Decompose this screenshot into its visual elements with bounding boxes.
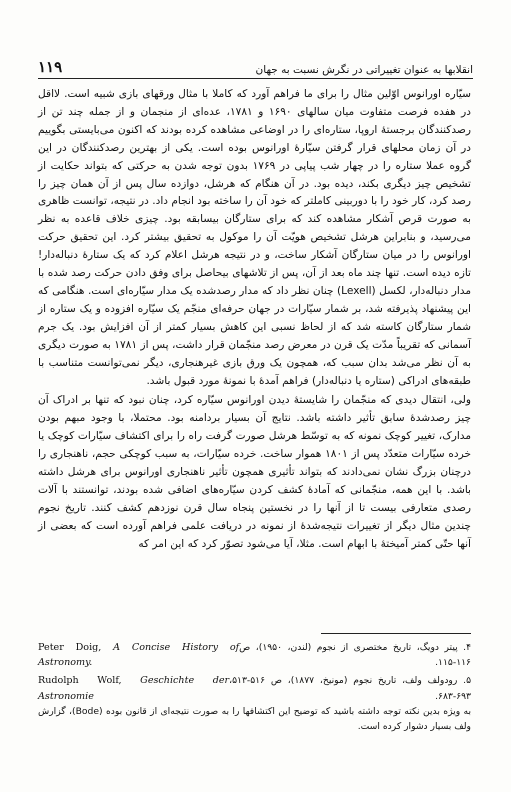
footnote-persian: پیتر دویگ، تاریخ مختصری از نجوم (لندن، ۱۹۵۰)، ص ۱۱۶-۱۱۵. xyxy=(239,642,471,669)
footnote-number: ۴. xyxy=(463,642,472,653)
footnote-text xyxy=(229,673,471,703)
main-text xyxy=(38,86,471,554)
footnote xyxy=(38,673,471,734)
footnote-latin-author: Peter Doig, xyxy=(38,642,114,653)
footnote-latin xyxy=(38,640,239,670)
page-number: ۱۱۹ xyxy=(38,58,63,76)
footnote-latin-title: A Concise History of Astronomy. xyxy=(38,642,240,669)
paragraph: سیّاره اورانوس اوّلین مثال را برای ما فراهم آورد که کاملا با مثال ورقهای بازی شبیه است. لااقل در هفده فرصت متفاوت میان سالهای ۱۶۹۰ و ۱۷۸۱، عده‌ای از منجمان و از جمله چند تن از رصدکنندگان برجستهٔ اروپا، ستاره‌ای را در اوضاعی مشاهده کرده بودند که اکنون می‌بایستی بگوییم در آن زمان محلهای قرار گرفتن سیّارهٔ اورانوس بوده است. یکی از بهترین رصدکنندگان در این گروه عملا ستاره را در چهار شب پیاپی در ۱۷۶۹ بدون توجه شدن به حرکتی که بتواند حکایت از تشخیص چیز دیگری بکند، دیده بود. در آن هنگام که هرشل، دوازده سال پس از آن همان چیز را رصد کرد، کار خود را با دوربینی کاملتر که خود آن را ساخته بود انجام داد. در نتیجه، توانست ظاهری به صورت قرص آشکار مشاهده کند که برای ستارگان بیسابقه بود. چیزی خلاف قاعده به نظر می‌رسید، و بنابراین هرشل تشخیص هویّت آن را موکول به تحقیق بیشتر کرد. این تحقیق حرکت اورانوس را در میان ستارگان آشکار ساخت، و در نتیجه هرشل اعلام کرد که یک ستارهٔ دنباله‌دار! تازه دیده است. تنها چند ماه بعد از آن، پس از تلاشهای بیحاصل برای وفق دادن حرکت رصد شده با مدار دنباله‌دار، لکسل (Lexell) چنان نظر داد که مدار رصدشده یک مدار سیّاره‌ای است. هنگامی که این پیشنهاد پذیرفته شد، بر شمار سیّارات در جهان حرفه‌ای منجّم یک سیّاره افزوده و یک ستاره از شمار ستارگان کاسته شد که از لحاظ نسبی این کاهش بسیار کمتر از آن افزایش بود. یک جرم آسمانی که تقریباً مدّت یک قرن در معرض رصد منجّمان قرار داشت، پس از ۱۷۸۱ به صورت دیگری به آن نظر می‌شد بدان سبب که، همچون یک ورق بازی غیرهنجاری، دیگر نمی‌توانست متناسب با طبقه‌های ادراکی (ستاره یا دنباله‌دار) فراهم آمدهٔ با نمونهٔ مورد قبول باشد. xyxy=(38,88,471,387)
header-rule xyxy=(38,78,473,79)
footnote-latin-author: Rudolph Wolf, xyxy=(38,675,141,687)
footnote-latin xyxy=(38,673,229,703)
paragraph: ولی، انتقال دیدی که منجّمان را شایستهٔ دیدن اورانوس سیّاره کرد، چنان نبود که تنها بر ادراک آن چیز رصدشدهٔ سابق تأثیر داشته باشد. نتایج آن بسیار بردامنه بود. محتملا، با وجود مبهم بودن مدارک، تغییر کوچک نمونه که به توسّط هرشل صورت گرفت راه را برای اکتشاف سیّارات کوچک یا خرده سیّارات متعدّد پس از ۱۸۰۱ هموار ساخت. خرده سیّارات، به سبب کوچکی حجم، ناهنجاری را درچنان بزرگ نشان نمی‌دادند که بتواند تأثیری همچون تأثیر ناهنجاری اورانوس برای هرشل داشته باشد. با این همه، منجّمانی که آمادهٔ کشف کردن سیّاره‌های اضافی شده بودند، توانستند با آلات رصدی متعارفی بیست تا از آنها را در نخستین پنجاه سال قرن نوزدهم کشف کنند. تاریخ نجوم چندین مثال دیگر از تغییرات نتیجه‌شدهٔ از نمونه در دریافت علمی فراهم آورده است که بعضی از آنها حتّی کمتر آمیختهٔ با ابهام است. مثلا، آیا می‌شود تصوّر کرد که این امر که xyxy=(38,394,472,550)
footnotes xyxy=(38,640,471,737)
footnote-number: ۵. xyxy=(463,675,471,687)
footnote-note: به ویژه بدین نکته توجه داشته باشید که توضیح این اکتشافها را به صورت نتیجه‌ای از قانون بوده (Bode)، گزارش ولف بسیار دشوار کرده است. xyxy=(38,705,471,733)
running-title: انقلابها به عنوان تغییراتی در نگرش نسبت به جهان xyxy=(255,64,473,76)
footnote-text xyxy=(239,640,471,670)
page-header xyxy=(38,48,473,76)
footnote-latin-title: Geschichte der Astronomie xyxy=(38,675,230,702)
footnote xyxy=(38,640,471,670)
footnote-persian: رودولف ولف، تاریخ نجوم (مونیخ، ۱۸۷۷)، ص ۵۱۶-۵۱۳، ۶۹۳-۶۸۳. xyxy=(229,675,471,702)
footnote-rule xyxy=(321,633,471,634)
